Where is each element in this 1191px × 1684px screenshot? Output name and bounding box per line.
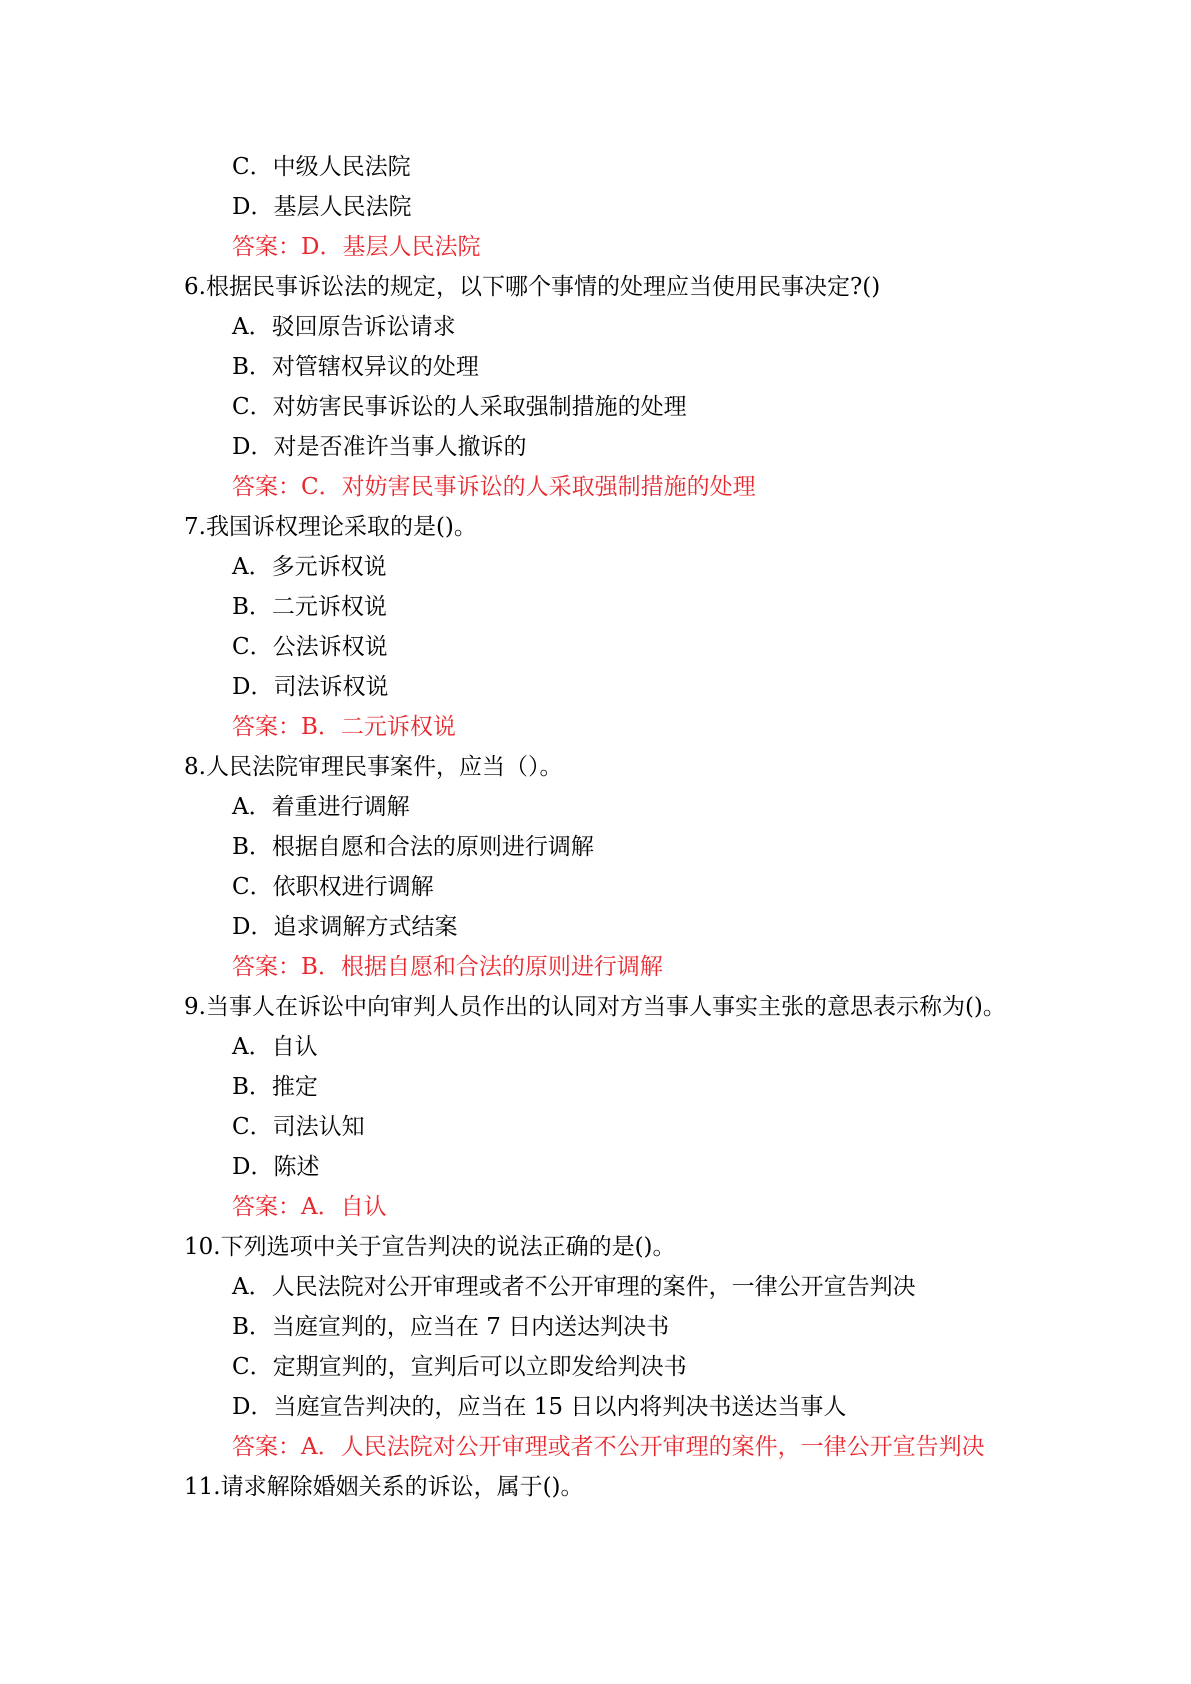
answer-line: 答案：A．自认 bbox=[232, 1194, 387, 1220]
option-line: B．推定 bbox=[232, 1074, 318, 1100]
option-line: D．对是否准许当事人撤诉的 bbox=[232, 434, 527, 460]
option-line: C．对妨害民事诉讼的人采取强制措施的处理 bbox=[232, 394, 687, 420]
answer-line: 答案：C．对妨害民事诉讼的人采取强制措施的处理 bbox=[232, 474, 756, 500]
option-line: A．着重进行调解 bbox=[232, 794, 410, 820]
option-line: B．对管辖权异议的处理 bbox=[232, 354, 479, 380]
question-line: 6.根据民事诉讼法的规定，以下哪个事情的处理应当使用民事决定?() bbox=[184, 274, 881, 300]
option-line: C．依职权进行调解 bbox=[232, 874, 434, 900]
option-line: A．多元诉权说 bbox=[232, 554, 387, 580]
option-line: D．基层人民法院 bbox=[232, 194, 412, 220]
option-line: B．二元诉权说 bbox=[232, 594, 387, 620]
option-line: B．当庭宣判的，应当在 7 日内送达判决书 bbox=[232, 1314, 670, 1340]
option-line: D．追求调解方式结案 bbox=[232, 914, 458, 940]
option-line: B．根据自愿和合法的原则进行调解 bbox=[232, 834, 594, 860]
question-line: 11.请求解除婚姻关系的诉讼，属于()。 bbox=[184, 1474, 584, 1500]
option-line: C．司法认知 bbox=[232, 1114, 365, 1140]
option-line: C．公法诉权说 bbox=[232, 634, 388, 660]
question-line: 10.下列选项中关于宣告判决的说法正确的是()。 bbox=[184, 1234, 676, 1260]
option-line: D．司法诉权说 bbox=[232, 674, 389, 700]
answer-line: 答案：D．基层人民法院 bbox=[232, 234, 481, 260]
answer-line: 答案：B．二元诉权说 bbox=[232, 714, 456, 740]
option-line: A．自认 bbox=[232, 1034, 318, 1060]
option-line: A．人民法院对公开审理或者不公开审理的案件，一律公开宣告判决 bbox=[232, 1274, 916, 1300]
question-line: 7.我国诉权理论采取的是()。 bbox=[184, 514, 477, 540]
answer-line: 答案：A．人民法院对公开审理或者不公开审理的案件，一律公开宣告判决 bbox=[232, 1434, 985, 1460]
option-line: D．当庭宣告判决的，应当在 15 日以内将判决书送达当事人 bbox=[232, 1394, 847, 1420]
question-line: 9.当事人在诉讼中向审判人员作出的认同对方当事人事实主张的意思表示称为()。 bbox=[184, 994, 1006, 1020]
option-line: D．陈述 bbox=[232, 1154, 320, 1180]
answer-line: 答案：B．根据自愿和合法的原则进行调解 bbox=[232, 954, 663, 980]
option-line: C．中级人民法院 bbox=[232, 154, 411, 180]
option-line: A．驳回原告诉讼请求 bbox=[232, 314, 456, 340]
question-line: 8.人民法院审理民事案件，应当（）。 bbox=[184, 754, 563, 780]
option-line: C．定期宣判的，宣判后可以立即发给判决书 bbox=[232, 1354, 687, 1380]
